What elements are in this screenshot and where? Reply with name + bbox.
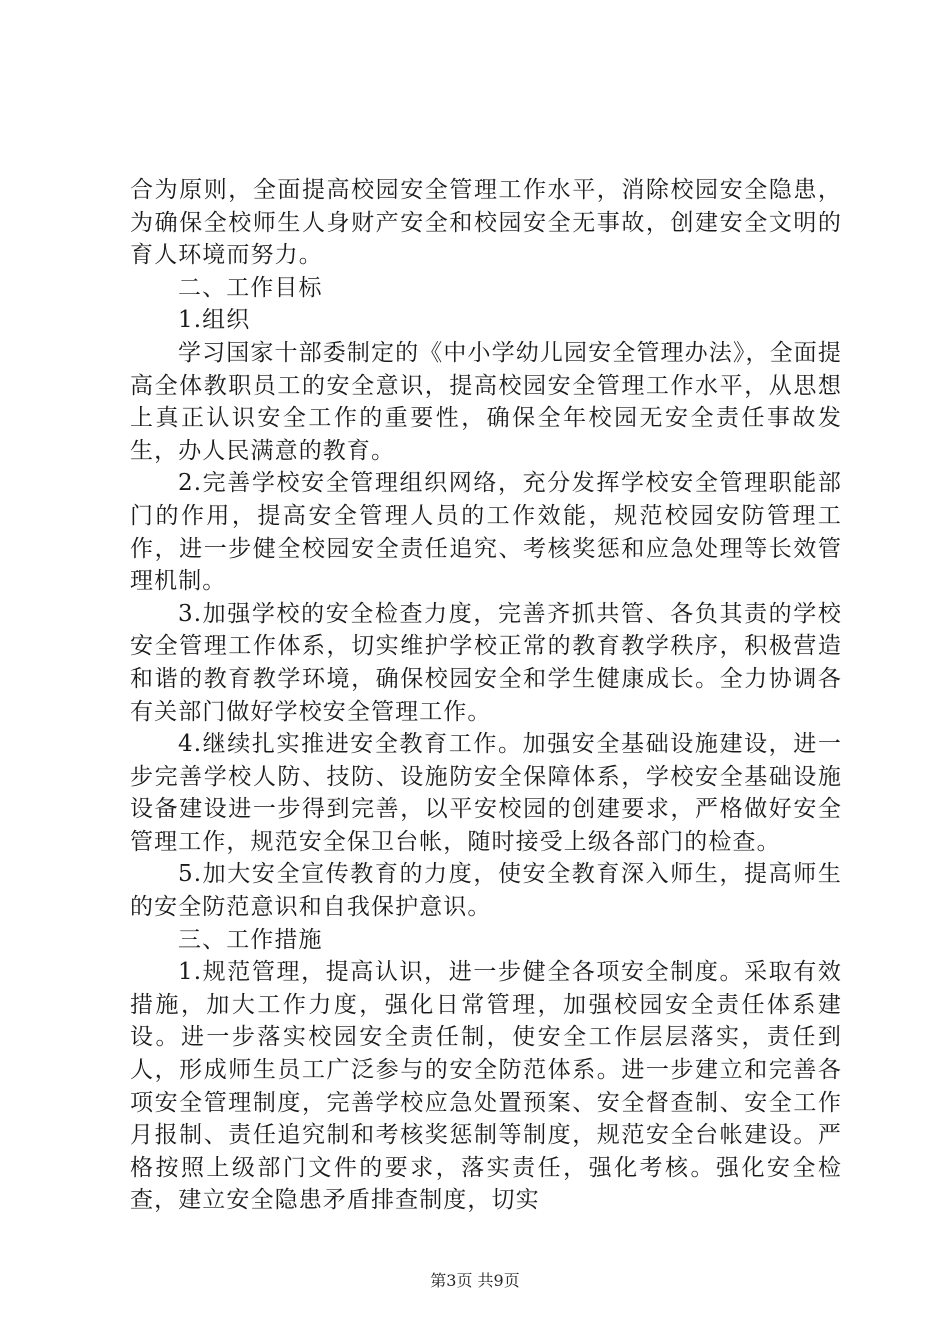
subheading-organization: 1.组织 [178, 307, 251, 334]
paragraph-goal-5: 5.加大安全宣传教育的力度，使安全教育深入师生，提高师生的安全防范意识和自我保护意识。 [130, 861, 842, 921]
section-heading-work-measures: 三、工作措施 [178, 926, 323, 953]
paragraph-goal-3: 3.加强学校的安全检查力度，完善齐抓共管、各负其责的学校安全管理工作体系，切实维护学校正常的教育教学秩序，积极营造和谐的教育教学环境，确保校园安全和学生健康成长。全力协调各有关部门做好学校安全管理工作。 [130, 600, 842, 725]
page-number-footer: 第3页 共9页 [430, 1271, 520, 1290]
paragraph-intro-continuation: 合为原则，全面提高校园安全管理工作水平，消除校园安全隐患，为确保全校师生人身财产安全和校园安全无事故，创建安全文明的育人环境而努力。 [130, 177, 842, 269]
paragraph-goal-1: 学习国家十部委制定的《中小学幼儿园安全管理办法》，全面提高全体教职员工的安全意识，提高校园安全管理工作水平，从思想上真正认识安全工作的重要性，确保全年校园无安全责任事故发生，办人民满意的教育。 [130, 339, 842, 464]
paragraph-goal-4: 4.继续扎实推进安全教育工作。加强安全基础设施建设，进一步完善学校人防、技防、设施防安全保障体系，学校安全基础设施设备建设进一步得到完善，以平安校园的创建要求，严格做好安全管理工作，规范安全保卫台帐，随时接受上级各部门的检查。 [130, 731, 842, 855]
section-heading-work-goals: 二、工作目标 [178, 274, 323, 301]
paragraph-measure-1: 1.规范管理，提高认识，进一步健全各项安全制度。采取有效措施，加大工作力度，强化日常管理，加强校园安全责任体系建设。进一步落实校园安全责任制，使安全工作层层落实，责任到人，形成师生员工广泛参与的安全防范体系。进一步建立和完善各项安全管理制度，完善学校应急处置预案、安全督查制、安全工作月报制、责任追究制和考核奖惩制等制度，规范安全台帐建设。严格按照上级部门文件的要求，落实责任，强化考核。强化安全检查，建立安全隐患矛盾排查制度，切实 [130, 959, 842, 1214]
document-body [130, 174, 842, 1217]
paragraph-goal-2: 2.完善学校安全管理组织网络，充分发挥学校安全管理职能部门的作用，提高安全管理人员的工作效能，规范校园安防管理工作，进一步健全校园安全责任追究、考核奖惩和应急处理等长效管理机制。 [130, 470, 842, 595]
